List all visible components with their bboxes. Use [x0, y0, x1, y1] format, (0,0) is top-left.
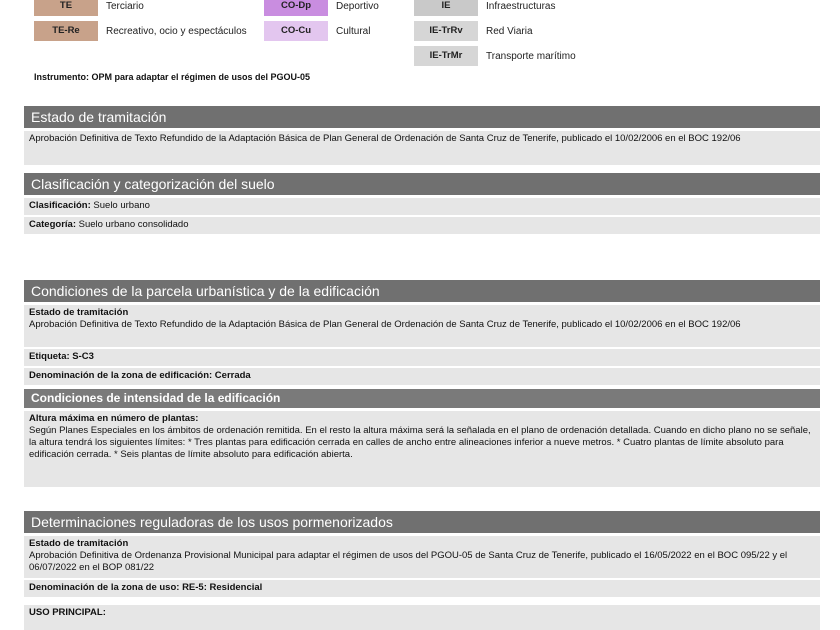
determinaciones-estado-label: Estado de tramitación	[29, 538, 129, 549]
uso-principal-row	[24, 605, 820, 630]
legend-chip: TE	[34, 0, 98, 16]
legend-chip: IE	[414, 0, 478, 16]
legend-chip: TE-Re	[34, 21, 98, 41]
condiciones-estado-label: Estado de tramitación	[29, 307, 129, 318]
denominacion-edificacion-row	[24, 368, 820, 385]
categoria-value: Suelo urbano consolidado	[78, 219, 189, 230]
estado-text: Aprobación Definitiva de Texto Refundido de la Adaptación Básica de Plan General de Ordenación de Santa Cruz de Tenerife, publicado el 10/02/2006 en el BOC 192/06	[24, 131, 820, 165]
legend-label: Recreativo, ocio y espectáculos	[106, 25, 247, 37]
section-header-clasificacion: Clasificación y categorización del suelo	[24, 173, 820, 195]
altura-maxima-block	[24, 411, 820, 487]
legend-item-co-dp	[264, 0, 379, 16]
etiqueta-text: Etiqueta: S-C3	[29, 351, 94, 362]
altura-maxima-text: Según Planes Especiales en los ámbitos de ordenación remitida. En el resto la altura máxima será la señalada en el plano de ordenación detallada. Cuando en dicho plano no se señale, la altura tendrá los siguientes límites: * Tres plantas para edificación cerrada en calles de ancho entre alineaciones inferior a nueve metros. * Cuatro plantas de límite absoluto para edificación cerrada. * Seis plantas de límite absoluto para edificación abierta.	[29, 425, 811, 460]
legend-label: Red Viaria	[486, 25, 533, 37]
legend-chip: CO-Cu	[264, 21, 328, 41]
legend-chip: IE-TrMr	[414, 46, 478, 66]
condiciones-estado	[24, 305, 820, 347]
condiciones-estado-text: Aprobación Definitiva de Texto Refundido de la Adaptación Básica de Plan General de Ordenación de Santa Cruz de Tenerife, publicado el 10/02/2006 en el BOC 192/06	[29, 319, 741, 330]
legend-label: Infraestructuras	[486, 0, 556, 12]
subsection-header-intensidad: Condiciones de intensidad de la edificación	[24, 389, 820, 408]
instrument-note: Instrumento: OPM para adaptar el régimen de usos del PGOU-05	[34, 72, 311, 82]
section-header-condiciones: Condiciones de la parcela urbanística y de la edificación	[24, 280, 820, 302]
altura-maxima-label: Altura máxima en número de plantas:	[29, 413, 199, 424]
legend-chip: CO-Dp	[264, 0, 328, 16]
determinaciones-estado	[24, 536, 820, 578]
clasificacion-row	[24, 198, 820, 215]
denominacion-edificacion-text: Denominación de la zona de edificación: Cerrada	[29, 370, 251, 381]
denominacion-uso-row	[24, 580, 820, 597]
legend-item-ie	[414, 0, 555, 16]
uso-principal-label: USO PRINCIPAL:	[29, 607, 106, 618]
section-header-determinaciones: Determinaciones reguladoras de los usos pormenorizados	[24, 511, 820, 533]
legend-label: Transporte marítimo	[486, 50, 576, 62]
denominacion-uso-text: Denominación de la zona de uso: RE-5: Residencial	[29, 582, 263, 593]
legend-item-te	[34, 0, 144, 16]
legend-item-ie-trrv	[414, 21, 533, 41]
legend-label: Terciario	[106, 0, 144, 12]
legend-item-co-cu	[264, 21, 370, 41]
legend-chip: IE-TrRv	[414, 21, 478, 41]
categoria-label: Categoría:	[29, 219, 76, 230]
clasificacion-value: Suelo urbano	[93, 200, 150, 211]
legend-label: Deportivo	[336, 0, 379, 12]
legend-item-te-re	[34, 21, 247, 41]
clasificacion-label: Clasificación:	[29, 200, 91, 211]
legend-label: Cultural	[336, 25, 371, 37]
determinaciones-estado-text: Aprobación Definitiva de Ordenanza Provisional Municipal para adaptar el régimen de usos del PGOU-05 de Santa Cruz de Tenerife, publicado el 16/05/2022 en el BOC 095/22 y el 06/07/2022 en el BOP 081/22	[29, 550, 788, 573]
categoria-row	[24, 217, 820, 234]
legend	[0, 0, 840, 100]
legend-item-ie-trmr	[414, 46, 576, 66]
etiqueta-row	[24, 349, 820, 366]
section-header-estado: Estado de tramitación	[24, 106, 820, 128]
